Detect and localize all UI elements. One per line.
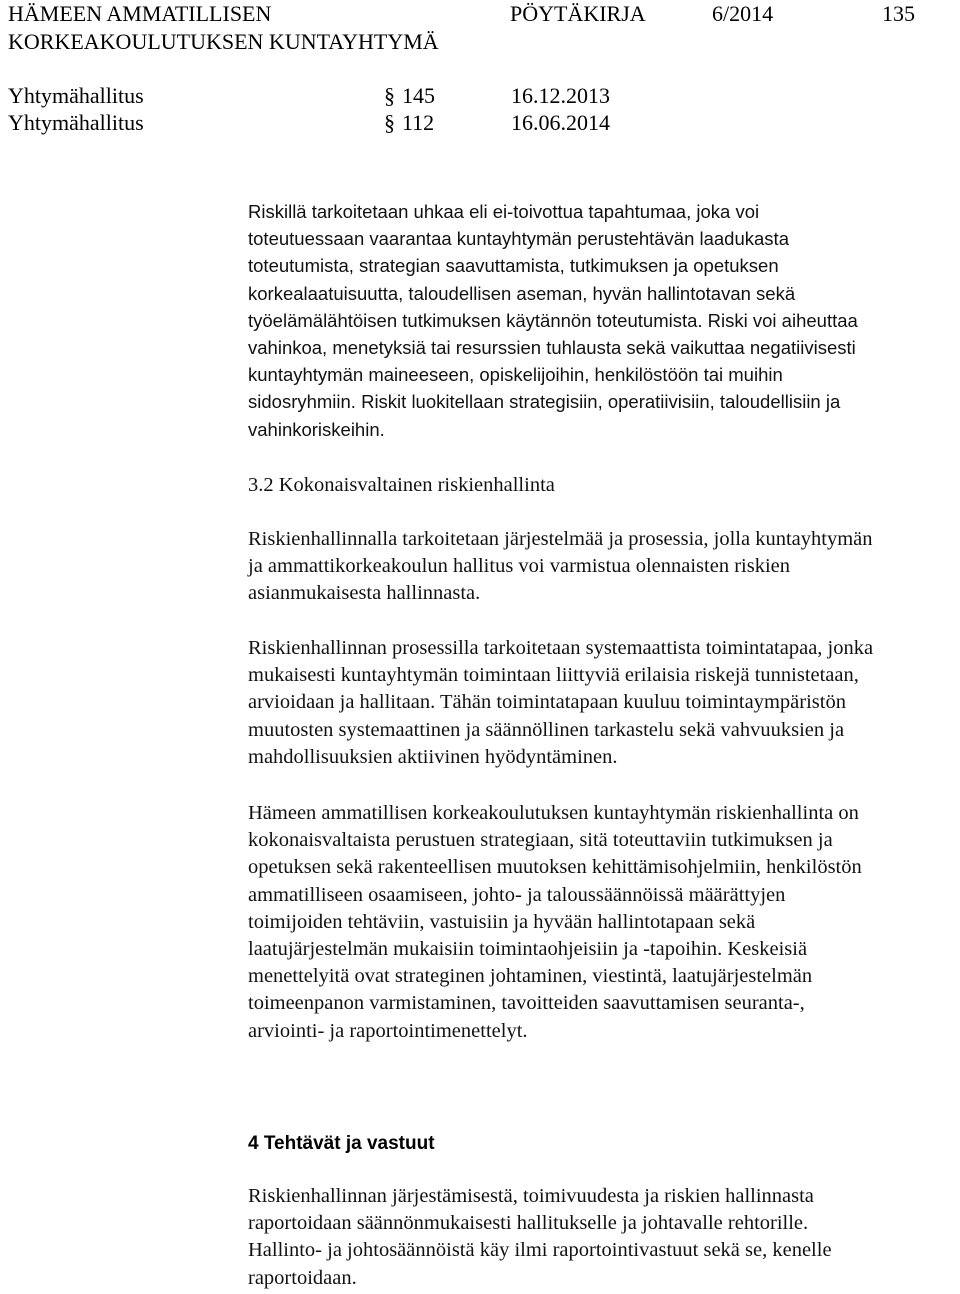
paragraph-line: mukaisesti kuntayhtymän toimintaan liittyviä erilaisia riskejä tunnistetaan, xyxy=(248,664,859,687)
paragraph-line: Riskillä tarkoitetaan uhkaa eli ei-toivottua tapahtumaa, joka voi xyxy=(248,201,760,222)
paragraph-line: menettelyitä ovat strateginen johtaminen, viestintä, laatujärjestelmän xyxy=(248,965,813,988)
paragraph-line: toimeenpanon varmistaminen, tavoitteiden saavuttamisen seuranta-, xyxy=(248,992,805,1015)
paragraph-line: Riskienhallinnalla tarkoitetaan järjestelmää ja prosessia, jolla kuntayhtymän xyxy=(248,528,873,550)
paragraph-line: asianmukaisesta hallinnasta. xyxy=(248,582,481,605)
paragraph-line: toteutumista, strategian saavuttamista, tutkimuksen ja opetuksen xyxy=(248,255,779,277)
paragraph-line: raportoidaan säännönmukaisesti hallitukselle ja johtavalle rehtorille. xyxy=(248,1212,809,1235)
paragraph-line: kokonaisvaltaista perustuen strategiaan, sitä toteuttaviin tutkimuksen ja xyxy=(248,829,833,852)
paragraph-line: työelämälähtöisen tutkimuksen käytännön toteutumista. Riski voi aiheuttaa xyxy=(248,309,858,331)
paragraph-line: arvioidaan ja hallitaan. Tähän toimintatapaan kuuluu toimintaympäristön xyxy=(248,691,846,714)
paragraph-line: Hämeen ammatillisen korkeakoulutuksen kuntayhtymän riskienhallinta on xyxy=(248,802,859,824)
paragraph-line: arviointi- ja raportointimenettelyt. xyxy=(248,1019,528,1042)
reference-section: 112 xyxy=(402,110,435,135)
risk-process-paragraph xyxy=(248,635,948,771)
reference-date: 16.06.2014 xyxy=(511,110,610,135)
reference-date: 16.12.2013 xyxy=(511,83,610,108)
section-sign-icon: § xyxy=(384,110,395,135)
document-type: PÖYTÄKIRJA xyxy=(510,1,646,26)
org-name-line2: KORKEAKOULUTUKSEN KUNTAYHTYMÄ xyxy=(8,29,439,54)
section-heading: 3.2 Kokonaisvaltainen riskienhallinta xyxy=(248,474,555,496)
paragraph-line: ja ammattikorkeakoulun hallitus voi varmistua olennaisten riskien xyxy=(248,555,790,578)
paragraph-line: muutosten systemaattinen ja säännöllinen tarkastelu sekä vahvuuksien ja xyxy=(248,718,845,741)
paragraph-line: vahinkoriskeihin. xyxy=(248,418,385,440)
responsibilities-paragraph xyxy=(248,1183,948,1292)
risk-management-definition-paragraph xyxy=(248,526,948,608)
paragraph-line: opetuksen sekä rakenteellisen muutoksen kehittämisohjelmiin, henkilöstön xyxy=(248,856,862,879)
paragraph-line: ammatilliseen osaamiseen, johto- ja taloussäännöissä määrättyjen xyxy=(248,883,786,906)
risk-definition-paragraph xyxy=(248,198,948,443)
paragraph-line: raportoidaan. xyxy=(248,1266,357,1289)
org-name-line1: HÄMEEN AMMATILLISEN xyxy=(8,1,272,26)
paragraph-line: mahdollisuuksien aktiivinen hyödyntäminen. xyxy=(248,745,618,768)
paragraph-line: Hallinto- ja johtosäännöistä käy ilmi raportointivastuut sekä se, kenelle xyxy=(248,1239,832,1262)
section-sign-icon: § xyxy=(384,83,395,108)
paragraph-line: vahinkoa, menetyksiä tai resurssien tuhlausta sekä vaikuttaa negatiivisesti xyxy=(248,337,856,359)
paragraph-line: toimijoiden tehtäviin, vastuisiin ja hyvään hallintotapaan sekä xyxy=(248,910,756,933)
comprehensive-risk-paragraph xyxy=(248,800,948,1045)
reference-body: Yhtymähallitus xyxy=(8,83,144,108)
section-heading: 4 Tehtävät ja vastuut xyxy=(248,1133,435,1154)
reference-body: Yhtymähallitus xyxy=(8,110,144,135)
paragraph-line: korkealaatuisuutta, taloudellisen aseman, hyvän hallintotavan sekä xyxy=(248,282,796,304)
page-number: 135 xyxy=(882,1,915,26)
paragraph-line: laatujärjestelmän mukaisiin toimintaohjeisiin ja -tapoihin. Keskeisiä xyxy=(248,938,808,961)
document-number: 6/2014 xyxy=(712,1,774,26)
reference-section: 145 xyxy=(402,83,435,108)
paragraph-line: sidosryhmiin. Riskit luokitellaan strategisiin, operatiivisiin, taloudellisiin ja xyxy=(248,391,841,413)
paragraph-line: toteutuessaan vaarantaa kuntayhtymän perustehtävän laadukasta xyxy=(248,228,789,250)
paragraph-line: kuntayhtymän maineeseen, opiskelijoihin, henkilöstöön tai muihin xyxy=(248,364,783,386)
paragraph-line: Riskienhallinnan järjestämisestä, toimivuudesta ja riskien hallinnasta xyxy=(248,1185,814,1207)
paragraph-line: Riskienhallinnan prosessilla tarkoitetaan systemaattista toimintatapaa, jonka xyxy=(248,637,874,659)
